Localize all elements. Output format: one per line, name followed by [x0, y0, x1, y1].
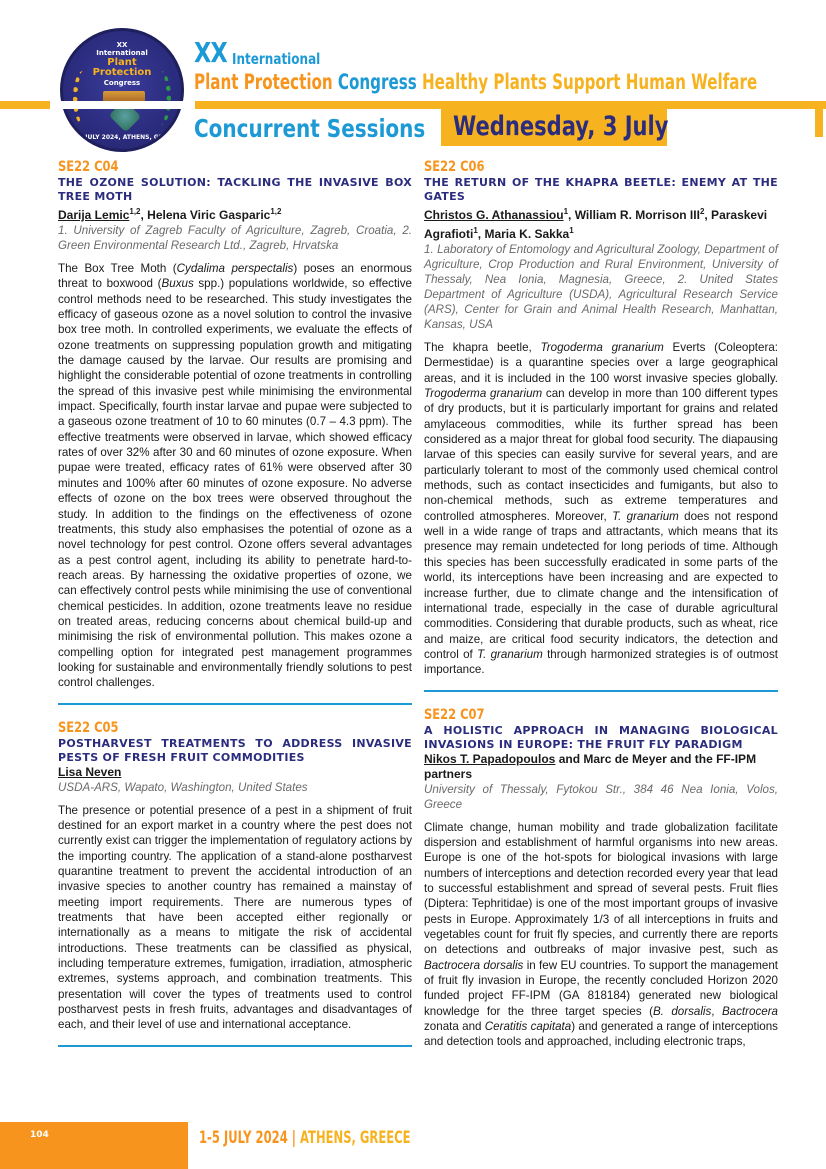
text-run: can develop in more than 100 different types of dry products, but it is particularly important for grains and related amylaceous commodities, while its further spread has been considered as a major threat for global food security. The diapausing larvae of this species can easily survive for several years, and are particularly tolerant to most of the commonly used chemical control methods, such as contact insecticides and fumigants, but also to non-chemical methods, such as extreme temperatures and controlled atmospheres. Moreover,	[424, 387, 778, 523]
italic-text: B. dorsalis	[652, 1004, 712, 1018]
text-run: ,	[711, 1004, 722, 1018]
abstract-body	[424, 340, 778, 678]
abstract-title: THE RETURN OF THE KHAPRA BEETLE: ENEMY AT THE GATES	[424, 176, 778, 203]
abstract-code: SE22 C05	[58, 719, 119, 736]
logo-international: International	[96, 49, 148, 57]
text-run: ) and generated a range of interceptions and detection tools and approached, including electronic traps,	[424, 1020, 778, 1049]
logo-protection: Protection	[92, 67, 152, 78]
italic-text: Bactrocera	[721, 1004, 778, 1018]
text-run: in few EU countries. To support the management of fruit fly invasion in Europe, the recently concluded Horizon 2020 funded project FF-IPM (GA 818184) generated new biological knowledge for the three target species (	[424, 958, 779, 1018]
abstract-body	[58, 803, 412, 1033]
text-run: does not respond well in a wide range of traps and attractants, which means that its presence may remain undetected for long periods of time. Although this species has been successfully eradicated in some parts of the world, its interceptions have been increasing and are expected to increase further, due to climate change and the intensification of international trade, especially in the case of durable agricultural commodities. Considering that durable products, such as wheat, rice and maize, are critical food security indicators, the detection and control of	[424, 509, 778, 661]
abstract-body	[58, 261, 412, 691]
italic-text: Trogoderma granarium	[540, 341, 664, 354]
text-run: The presence or potential presence of a pest in a shipment of fruit destined for an export market in a country where the pest does not currently exist can trigger the implementation of regulatory actions by the importing country. The application of a stand-alone postharvest quarantine treatment to prevent the accidental introduction of an invasive species to another country has remained a mainstay of meeting import requirements. There are numerous types of treatments that have been accepted either regionally or internationally as a means to mitigate the risk of accidental introductions. These treatments can be classified as physical, including temperature extremes, fumigation, irradiation, atmospheric extremes, systems approach, and combination treatments. This presentation will cover the types of treatments used to control postharvest pests in fresh fruits, advantages and disadvantages of each, and their level of use and international acceptance.	[58, 803, 412, 1032]
superscript: 1	[473, 226, 478, 235]
text-run: ) poses an enormous threat to boxwood (	[58, 262, 412, 291]
abstract-title: A HOLISTIC APPROACH IN MANAGING BIOLOGICAL INVASIONS IN EUROPE: THE FRUIT FLY PARADIGM	[424, 723, 778, 751]
abstract-se22-c05	[58, 719, 412, 1033]
abstract-code: SE22 C07	[424, 706, 485, 723]
superscript: 1	[569, 226, 574, 235]
italic-text: Bactrocera dorsalis	[424, 958, 524, 972]
abstract-se22-c06	[424, 158, 778, 678]
header-divider-drop	[815, 101, 823, 137]
logo-plant: Plant	[107, 57, 137, 68]
presenting-author: Nikos T. Papadopoulos	[424, 751, 556, 766]
wheat-icon	[73, 71, 93, 125]
abstract-affiliation: USDA-ARS, Wapato, Washington, United States	[58, 780, 308, 794]
olive-branch-icon	[151, 71, 171, 125]
text-run: zonata and	[424, 1020, 485, 1034]
abstract-se22-c07	[424, 706, 778, 1050]
text-run: Everts (Coleoptera: Dermestidae) is a quarantine species over a large geographical areas, and it is included in the 100 worst invasive species globally.	[424, 341, 778, 385]
abstract-divider	[58, 703, 412, 705]
abstract-se22-c04	[58, 158, 412, 691]
superscript: 2	[699, 207, 705, 216]
text-run: through harmonized strategies is of outmost importance.	[424, 647, 778, 677]
title-plant-protection: Plant Protection	[194, 70, 333, 94]
text-run: The Box Tree Moth (	[58, 262, 177, 275]
abstract-title: THE OZONE SOLUTION: TACKLING THE INVASIVE BOX TREE MOTH	[58, 176, 412, 203]
presenting-author: Lisa Neven	[58, 764, 122, 779]
day-badge	[441, 108, 667, 146]
title-international: International	[232, 50, 321, 68]
right-column	[424, 158, 778, 1062]
footer-dates: 1-5 JULY 2024 |	[199, 1128, 296, 1148]
abstract-authors: Darija Lemic$^{1,2}$, Helena Viric Gasparic$^{1,2}$	[58, 207, 282, 222]
footer-bar	[0, 1122, 188, 1169]
abstract-code: SE22 C06	[424, 159, 485, 175]
title-congress: Congress	[337, 70, 417, 94]
abstract-body	[424, 820, 778, 1050]
text-run: Climate change, human mobility and trade globalization facilitate dispersion and establishment of harmful organisms into new areas. Europe is one of the hot-spots for biological invasions with large numbers of interceptions and detection recorded every year that lead to successful establishment and spread of several pests. Fruit flies (Diptera: Tephritidae) is one of the most important groups of invasive pests in Europe. Approximately 1/3 of all interceptions in fruits and vegetables count for fruit fly species, and currently there are reports on detections and outbreaks of major invasive pest, such as	[424, 820, 778, 957]
presenting-author: Christos G. Athanassiou	[424, 208, 564, 222]
italic-text: Ceratitis capitata	[484, 1020, 572, 1034]
text-run: , Maria K. Sakka	[477, 227, 570, 241]
congress-logo	[60, 28, 184, 152]
italic-text: T. granarium	[477, 647, 543, 661]
text-run: The khapra beetle,	[424, 341, 541, 354]
section-title: Concurrent Sessions	[194, 114, 426, 143]
footer-location: ATHENS, GREECE	[300, 1128, 411, 1148]
left-column	[58, 158, 412, 1061]
presenting-author: Darija Lemic	[58, 208, 130, 222]
abstract-divider	[58, 1045, 412, 1047]
slogan: Healthy Plants Support Human Welfare	[421, 70, 758, 94]
text-run: and Marc de Meyer and the FF-IPM partners	[424, 751, 757, 781]
logo-congress: Congress	[103, 79, 141, 87]
footer-event-info	[199, 1128, 411, 1148]
abstract-affiliation: 1. University of Zagreb Faculty of Agriculture, Zagreb, Croatia, 2. Green Environmental Research Ltd., Zagreb, Hrvatska	[58, 224, 412, 252]
italic-text: T. granarium	[612, 509, 679, 523]
congress-title	[194, 70, 757, 94]
title-xx: XX	[194, 36, 227, 69]
italic-text: Cydalima perspectalis	[176, 262, 294, 275]
text-run: , Paraskevi Agrafioti	[424, 208, 768, 241]
abstract-affiliation: 1. Laboratory of Entomology and Agricultural Zoology, Department of Agriculture, Crop Production and Rural Environment, University of Thessaly, Nea Ionia, Magnesia, Greece, 2. United States Department of Agriculture (USDA), Agricultural Research Service (ARS), Center for Grain and Animal Health Research, Manhattan, Kansas, USA	[424, 243, 778, 331]
abstract-affiliation: University of Thessaly, Fytokou Str., 384 46 Nea Ionia, Volos, Greece	[424, 782, 778, 811]
abstract-authors	[58, 765, 412, 780]
abstract-divider	[424, 690, 778, 692]
abstract-code: SE22 C04	[58, 159, 119, 175]
text-run: , William R. Morrison III	[568, 208, 700, 222]
logo-ring-text: 01-05 JULY 2024, ATHENS, GREECE	[63, 134, 181, 141]
page-number: 104	[30, 1130, 49, 1140]
abstract-authors	[424, 752, 778, 782]
italic-text: Trogoderma granarium	[424, 387, 543, 401]
italic-text: Buxus	[161, 277, 194, 291]
co-authors: , Helena Viric Gasparic	[140, 208, 271, 222]
logo-xx: XX	[116, 41, 128, 49]
abstract-title: POSTHARVEST TREATMENTS TO ADDRESS INVASIVE PESTS OF FRESH FRUIT COMMODITIES	[58, 736, 412, 764]
abstract-authors: Christos G. Athanassiou$^1$, William R. Morrison III$^2$, Paraskevi Agrafioti$^1$, Maria K. Sakka$^1$	[424, 207, 768, 241]
text-run: spp.) populations worldwide, so effective control methods need to be researched. This study investigates the efficacy of gaseous ozone as a novel solution to control the invasive box tree moth. In controlled experiments, we evaluate the effects of ozone treatments on suppressing population growth and mitigating the damage caused by the larvae. Our results are promising and highlight the considerable potential of ozone treatments in controlling the spread of this invasive pest while minimising the environmental impact. Specifically, fourth instar larvae and pupae were subjected to a gaseous ozone treatment of 10 to 60 minutes (0.7 – 4.3 ppm). The effective treatments were observed in larvae, which showed efficacy rates of over 32% after 30 and 60 minutes of ozone exposure. When pupae were treated, efficacy rates of 61% were observed after 30 minutes and 100% after 60 minutes of ozone exposure. No adverse effects of ozone on the box trees were observed throughout the study. In addition to the findings on the effectiveness of ozone treatments, this study also emphasises the potential of ozone as a novel technology for pest control. Ozone offers several advantages as a pest control agent, including its ability to penetrate hard-to-reach areas. By harnessing the oxidative properties of ozone, we can effectively control pests while minimising the use of conventional chemical pesticides. In addition, ozone treatments leave no residue on treated areas, reducing concerns about chemical build-up and minimising the risk of environmental pollution. This makes ozone a compelling option for integrated pest management programmes looking for sustainable and environmentally friendly solutions to pest control challenges.	[58, 277, 413, 690]
day-label: Wednesday, 3 July	[453, 111, 669, 142]
